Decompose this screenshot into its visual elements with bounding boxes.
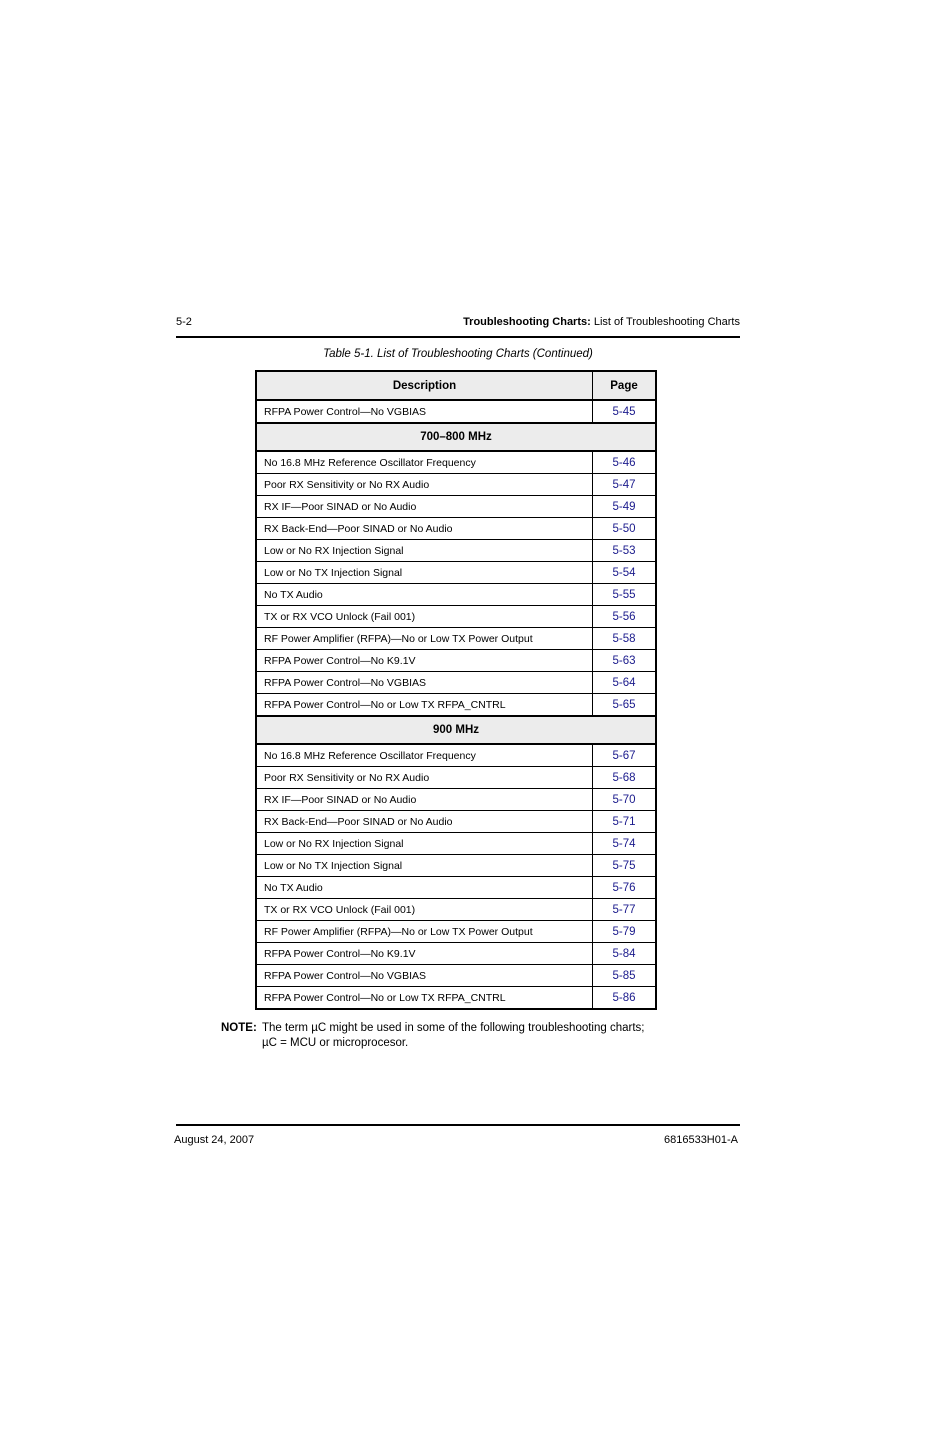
page-link[interactable]: 5-58 bbox=[593, 628, 657, 650]
page-link[interactable]: 5-74 bbox=[593, 833, 657, 855]
page-link[interactable]: 5-84 bbox=[593, 943, 657, 965]
table-row bbox=[256, 496, 656, 518]
troubleshooting-charts-table bbox=[255, 370, 657, 1010]
footer-date: August 24, 2007 bbox=[174, 1134, 255, 1146]
page-link[interactable]: 5-79 bbox=[593, 921, 657, 943]
table-row bbox=[256, 789, 656, 811]
table-row bbox=[256, 744, 656, 767]
table-row bbox=[256, 474, 656, 496]
page-link[interactable]: 5-68 bbox=[593, 767, 657, 789]
page-number: 5-2 bbox=[176, 316, 192, 328]
page-link[interactable]: 5-70 bbox=[593, 789, 657, 811]
page-link[interactable]: 5-47 bbox=[593, 474, 657, 496]
note-label: NOTE: bbox=[221, 1022, 257, 1034]
chart-description: RX Back-End—Poor SINAD or No Audio bbox=[256, 518, 593, 540]
chart-description: Low or No TX Injection Signal bbox=[256, 562, 593, 584]
table-row bbox=[256, 540, 656, 562]
section-heading: 900 MHz bbox=[256, 716, 656, 744]
table-row bbox=[256, 943, 656, 965]
page-link[interactable]: 5-45 bbox=[593, 400, 657, 423]
table-row bbox=[256, 833, 656, 855]
page-link[interactable]: 5-77 bbox=[593, 899, 657, 921]
section-heading: 700–800 MHz bbox=[256, 423, 656, 451]
chart-description: Low or No RX Injection Signal bbox=[256, 833, 593, 855]
chart-description: No TX Audio bbox=[256, 877, 593, 899]
table-row bbox=[256, 767, 656, 789]
chart-description: TX or RX VCO Unlock (Fail 001) bbox=[256, 606, 593, 628]
chart-description: No 16.8 MHz Reference Oscillator Frequency bbox=[256, 744, 593, 767]
chart-description: RFPA Power Control—No VGBIAS bbox=[256, 672, 593, 694]
table-body bbox=[256, 400, 656, 1009]
table-row bbox=[256, 606, 656, 628]
page-link[interactable]: 5-76 bbox=[593, 877, 657, 899]
chart-description: Low or No RX Injection Signal bbox=[256, 540, 593, 562]
section-title bbox=[463, 316, 740, 328]
page-link[interactable]: 5-49 bbox=[593, 496, 657, 518]
table-row bbox=[256, 987, 656, 1010]
page-header bbox=[176, 316, 740, 338]
chart-description: RFPA Power Control—No or Low TX RFPA_CNTRL bbox=[256, 987, 593, 1010]
chart-description: RF Power Amplifier (RFPA)—No or Low TX Power Output bbox=[256, 921, 593, 943]
table-row bbox=[256, 562, 656, 584]
chart-description: RX Back-End—Poor SINAD or No Audio bbox=[256, 811, 593, 833]
page-link[interactable]: 5-75 bbox=[593, 855, 657, 877]
note-line-1: The term µC might be used in some of the following troubleshooting charts; bbox=[262, 1022, 645, 1034]
table-row bbox=[256, 899, 656, 921]
page-link[interactable]: 5-67 bbox=[593, 744, 657, 767]
chart-description: Poor RX Sensitivity or No RX Audio bbox=[256, 767, 593, 789]
table-row bbox=[256, 811, 656, 833]
section-title-rest: List of Troubleshooting Charts bbox=[590, 316, 740, 328]
chart-description: Low or No TX Injection Signal bbox=[256, 855, 593, 877]
footer-doc-number: 6816533H01-A bbox=[663, 1134, 738, 1146]
chart-description: No TX Audio bbox=[256, 584, 593, 606]
table-row bbox=[256, 921, 656, 943]
page-link[interactable]: 5-50 bbox=[593, 518, 657, 540]
section-heading-row bbox=[256, 423, 656, 451]
column-header-page: Page bbox=[593, 371, 657, 400]
page-link[interactable]: 5-55 bbox=[593, 584, 657, 606]
page-link[interactable]: 5-53 bbox=[593, 540, 657, 562]
section-title-bold: Troubleshooting Charts: bbox=[463, 316, 591, 328]
table-row bbox=[256, 650, 656, 672]
chart-description: RFPA Power Control—No VGBIAS bbox=[256, 400, 593, 423]
page-link[interactable]: 5-65 bbox=[593, 694, 657, 717]
chart-description: Poor RX Sensitivity or No RX Audio bbox=[256, 474, 593, 496]
page-link[interactable]: 5-63 bbox=[593, 650, 657, 672]
page-link[interactable]: 5-71 bbox=[593, 811, 657, 833]
table-row bbox=[256, 400, 656, 423]
table-row bbox=[256, 628, 656, 650]
chart-description: RF Power Amplifier (RFPA)—No or Low TX Power Output bbox=[256, 628, 593, 650]
page-link[interactable]: 5-86 bbox=[593, 987, 657, 1010]
page-link[interactable]: 5-56 bbox=[593, 606, 657, 628]
table-row bbox=[256, 855, 656, 877]
table-row bbox=[256, 877, 656, 899]
table-row bbox=[256, 584, 656, 606]
section-heading-row bbox=[256, 716, 656, 744]
table-row bbox=[256, 965, 656, 987]
column-header-description: Description bbox=[256, 371, 593, 400]
page-link[interactable]: 5-54 bbox=[593, 562, 657, 584]
chart-description: RX IF—Poor SINAD or No Audio bbox=[256, 496, 593, 518]
note-line-2: µC = MCU or microprocesor. bbox=[262, 1037, 409, 1049]
note bbox=[221, 1021, 691, 1051]
table-caption: Table 5-1. List of Troubleshooting Charts (Continued) bbox=[323, 348, 593, 360]
chart-description: TX or RX VCO Unlock (Fail 001) bbox=[256, 899, 593, 921]
chart-description: RX IF—Poor SINAD or No Audio bbox=[256, 789, 593, 811]
table-row bbox=[256, 672, 656, 694]
chart-description: RFPA Power Control—No or Low TX RFPA_CNTRL bbox=[256, 694, 593, 717]
chart-description: RFPA Power Control—No VGBIAS bbox=[256, 965, 593, 987]
note-text bbox=[262, 1021, 691, 1051]
chart-description: RFPA Power Control—No K9.1V bbox=[256, 650, 593, 672]
chart-description: RFPA Power Control—No K9.1V bbox=[256, 943, 593, 965]
page-link[interactable]: 5-85 bbox=[593, 965, 657, 987]
table-row bbox=[256, 694, 656, 717]
page-link[interactable]: 5-46 bbox=[593, 451, 657, 474]
table-row bbox=[256, 518, 656, 540]
page-footer bbox=[174, 1124, 740, 1146]
table-header-row bbox=[256, 371, 656, 400]
chart-description: No 16.8 MHz Reference Oscillator Frequency bbox=[256, 451, 593, 474]
page-link[interactable]: 5-64 bbox=[593, 672, 657, 694]
table-row bbox=[256, 451, 656, 474]
